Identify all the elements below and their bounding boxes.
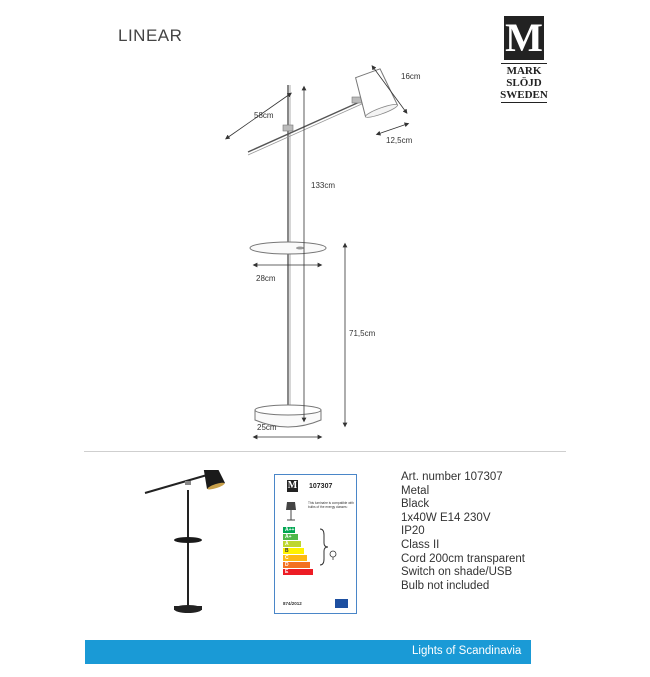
lamp-tray xyxy=(250,242,326,254)
lamp-arm xyxy=(248,100,364,152)
logo-line-1: MARK xyxy=(506,65,542,77)
dim-arm-length: 58cm xyxy=(254,111,274,120)
product-photo xyxy=(140,470,240,620)
dim-total-height: 133cm xyxy=(311,181,336,190)
spec-line: Switch on shade/USB xyxy=(401,566,513,579)
dim-tray-height: 71,5cm xyxy=(349,329,376,338)
spec-line: Class II xyxy=(401,538,440,551)
dim-shade-diameter: 12,5cm xyxy=(386,136,413,145)
energy-label-article: 107307 xyxy=(309,483,333,490)
energy-label xyxy=(274,474,357,614)
energy-class-bar: A xyxy=(283,541,301,547)
energy-class-bar: B xyxy=(283,548,304,554)
section-divider xyxy=(84,451,566,452)
lamp-shade xyxy=(352,67,399,119)
energy-label-note: This luminaire is compatible with bulbs of the energy classes: xyxy=(308,501,354,509)
spec-line: Cord 200cm transparent xyxy=(401,552,526,565)
spec-line: Art. number 107307 xyxy=(401,471,503,483)
product-specs xyxy=(401,471,525,593)
dim-tray-diameter: 28cm xyxy=(256,274,276,283)
dim-base-diameter: 25cm xyxy=(257,423,277,432)
lamp-pictogram-icon xyxy=(285,501,297,521)
logo-letter: M xyxy=(505,15,543,60)
energy-label-logo: M xyxy=(287,480,298,491)
energy-class-bar: A+ xyxy=(283,534,298,540)
logo-line-3: SWEDEN xyxy=(500,89,548,101)
energy-class-bar: A++ xyxy=(285,527,295,533)
spec-line: Black xyxy=(401,498,430,511)
energy-class-bar: E xyxy=(283,569,313,575)
footer-tagline: Lights of Scandinavia xyxy=(412,645,522,657)
spec-line: IP20 xyxy=(401,525,425,538)
dim-shade-height: 16cm xyxy=(401,72,421,81)
brace-bulb-icon xyxy=(318,527,338,567)
spec-line: 1x40W E14 230V xyxy=(401,511,491,524)
logo-line-2: SLÖJD xyxy=(506,77,542,89)
energy-class-bar: C xyxy=(283,555,307,561)
spec-line: Metal xyxy=(401,484,430,497)
arm-joint xyxy=(283,125,293,131)
spec-line: Bulb not included xyxy=(401,579,490,592)
energy-class-bar: D xyxy=(283,562,310,568)
product-title: LINEAR xyxy=(118,26,183,45)
eu-flag-icon xyxy=(335,599,348,608)
energy-label-regulation: 874/2012 xyxy=(283,601,302,606)
